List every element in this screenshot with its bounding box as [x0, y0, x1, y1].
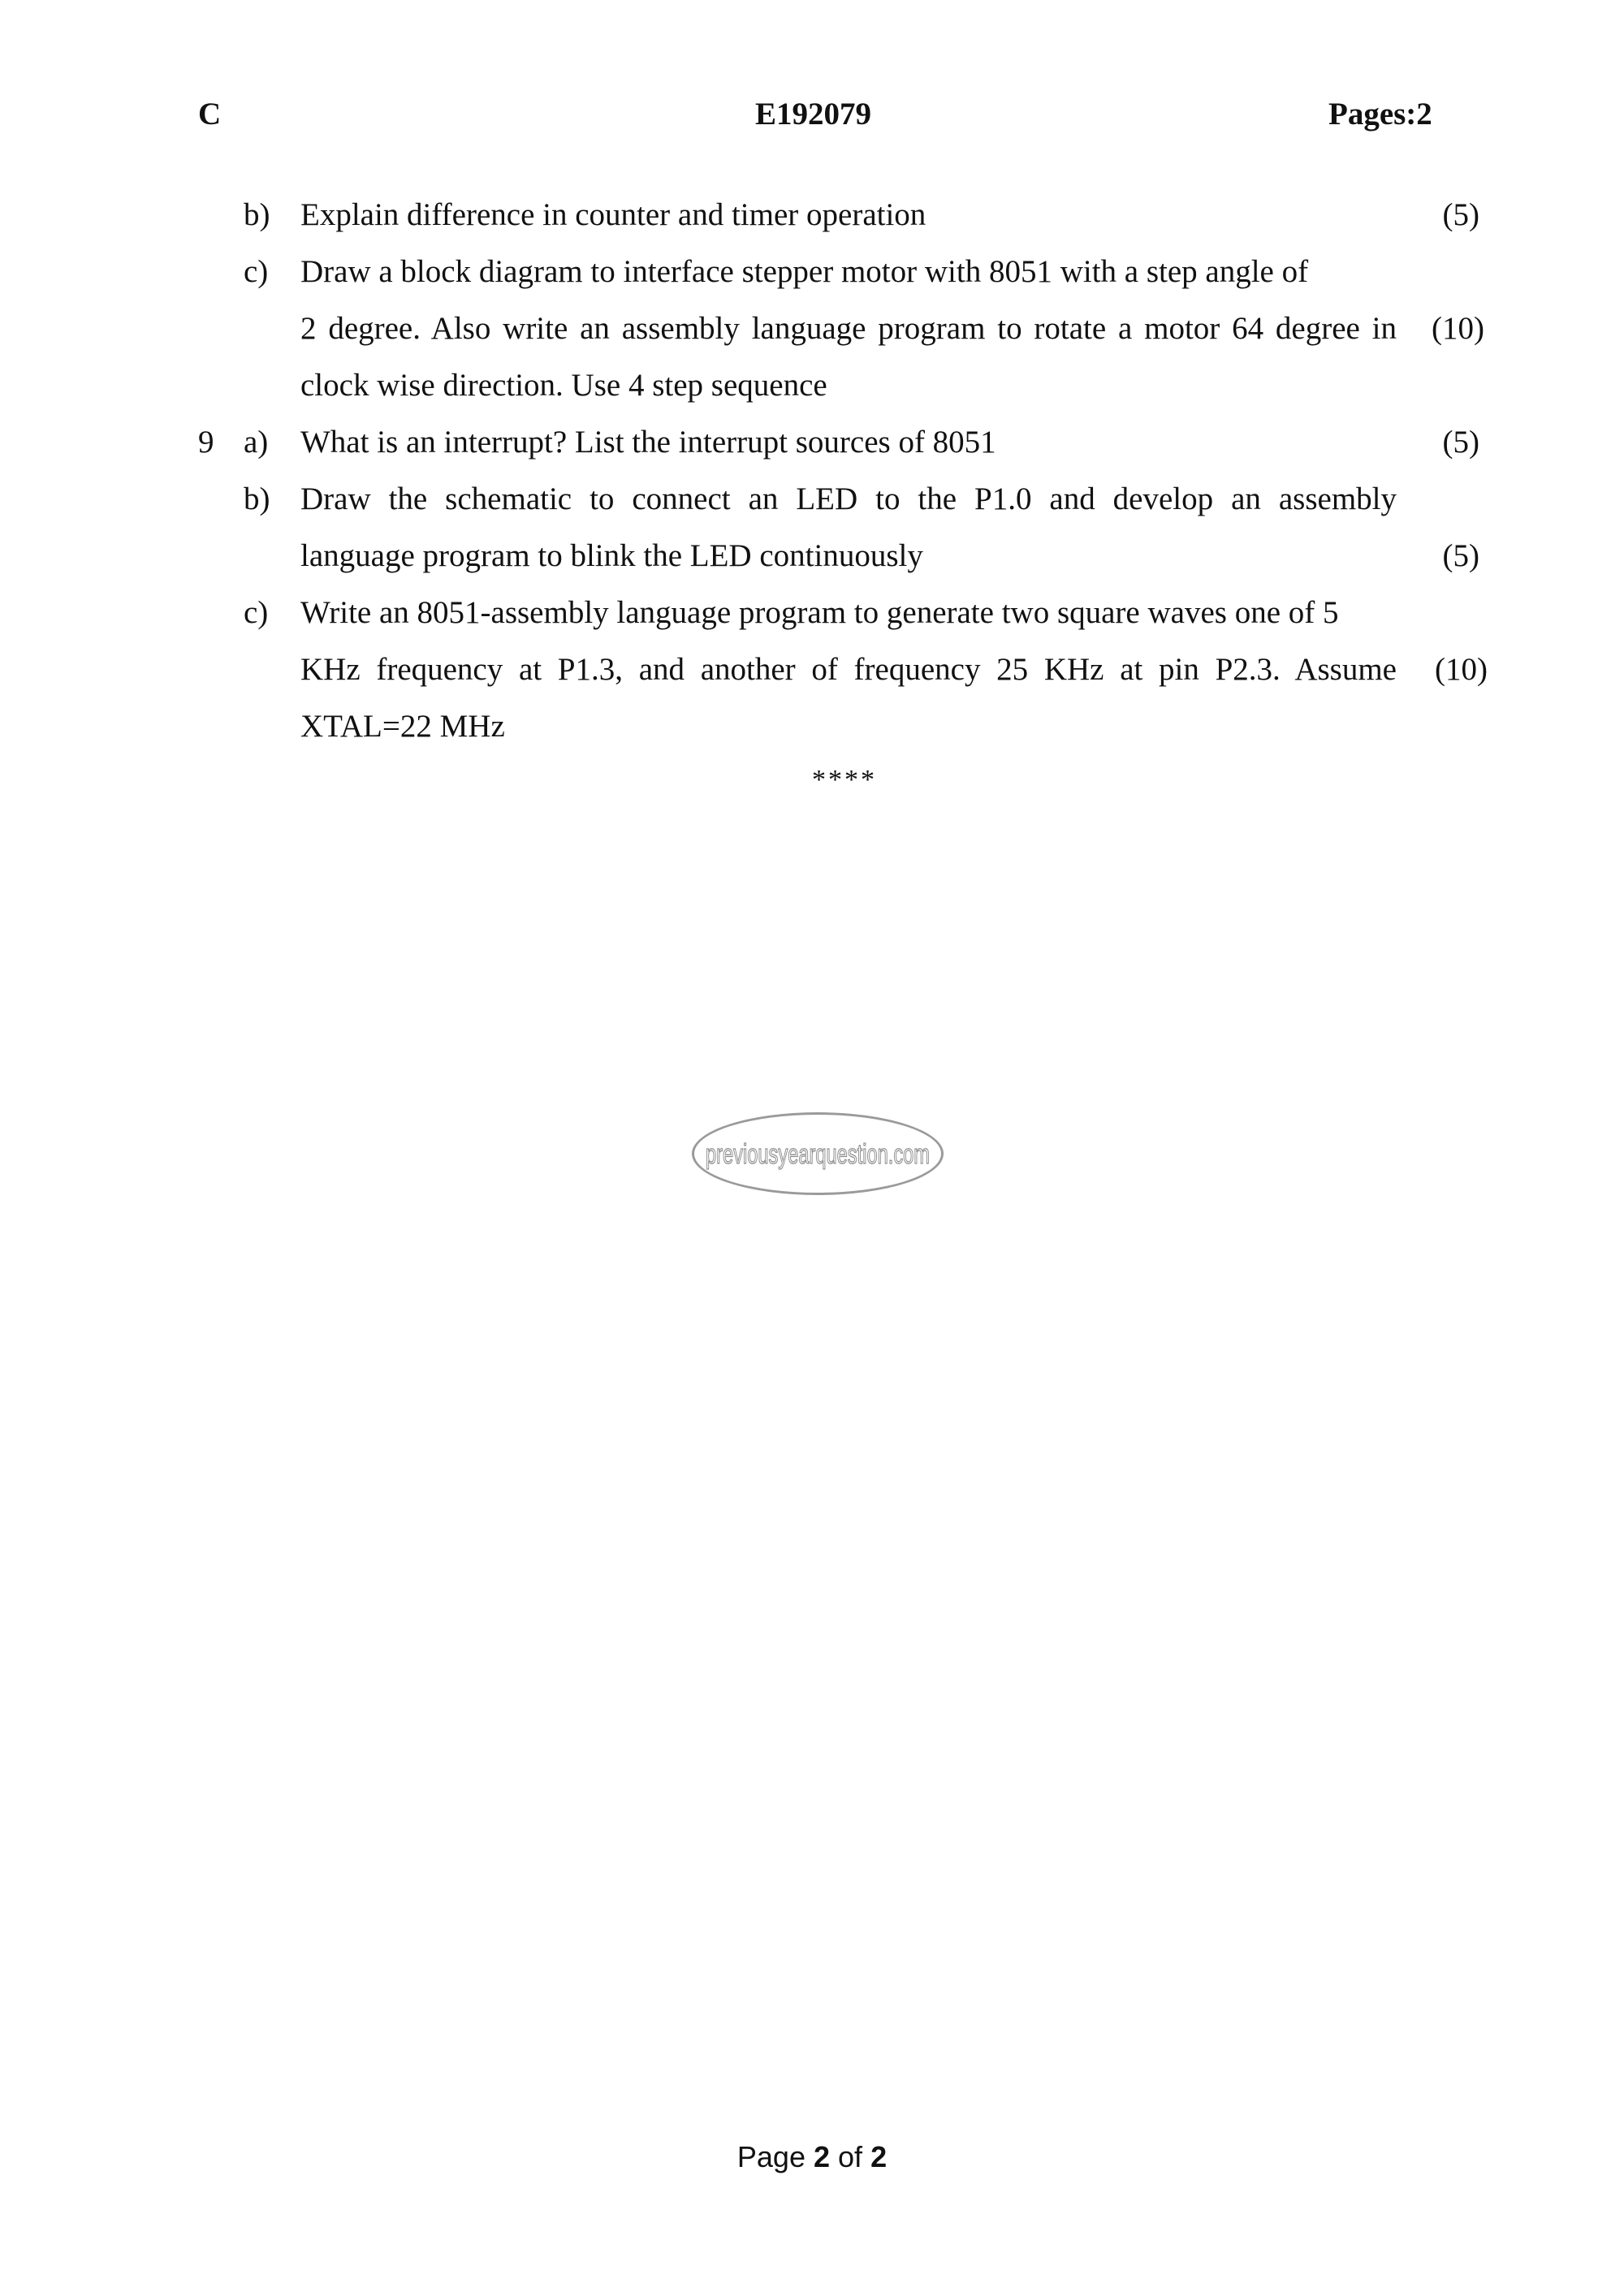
- question-sub-label: a): [244, 425, 269, 460]
- paper-series-label: C: [198, 97, 222, 132]
- question-text-line: clock wise direction. Use 4 step sequence: [300, 368, 827, 403]
- question-text-line: What is an interrupt? List the interrupt sources of 8051: [300, 425, 996, 460]
- page-footer: [0, 2140, 1624, 2174]
- footer-current-page: 2: [813, 2140, 831, 2173]
- question-text-line: Explain difference in counter and timer operation: [300, 197, 926, 232]
- question-sub-label: c): [244, 595, 269, 630]
- question-sub-label: c): [244, 254, 269, 289]
- end-of-paper-mark: ****: [812, 765, 877, 795]
- paper-code: E192079: [755, 97, 872, 132]
- question-sub-label: b): [244, 197, 270, 232]
- question-marks: (5): [1442, 538, 1479, 573]
- question-text-line: Write an 8051-assembly language program to generate two square waves one of 5: [300, 595, 1339, 630]
- svg-text:previousyearquestion.com: previousyearquestion.com: [706, 1139, 930, 1170]
- question-marks: (5): [1442, 425, 1479, 460]
- question-marks: (5): [1442, 197, 1479, 232]
- question-number: 9: [198, 425, 214, 460]
- footer-total-pages: 2: [870, 2140, 888, 2173]
- footer-page-word: Page: [736, 2140, 806, 2173]
- question-text-line: Draw a block diagram to interface stepper motor with 8051 with a step angle of: [300, 254, 1309, 289]
- watermark-logo: [692, 1112, 944, 1195]
- question-marks: (10): [1432, 311, 1484, 346]
- question-text-line: 2 degree. Also write an assembly language program to rotate a motor 64 degree in: [300, 311, 1397, 346]
- footer-of-word: of: [838, 2140, 863, 2173]
- question-text-line: KHz frequency at P1.3, and another of frequency 25 KHz at pin P2.3. Assume: [300, 652, 1397, 687]
- question-marks: (10): [1435, 652, 1488, 687]
- question-text-line: XTAL=22 MHz: [300, 709, 505, 744]
- question-text-line: language program to blink the LED continuously: [300, 538, 923, 573]
- page-count: Pages:2: [1328, 97, 1432, 132]
- question-sub-label: b): [244, 481, 270, 516]
- question-text-line: Draw the schematic to connect an LED to the P1.0 and develop an assembly: [300, 481, 1397, 516]
